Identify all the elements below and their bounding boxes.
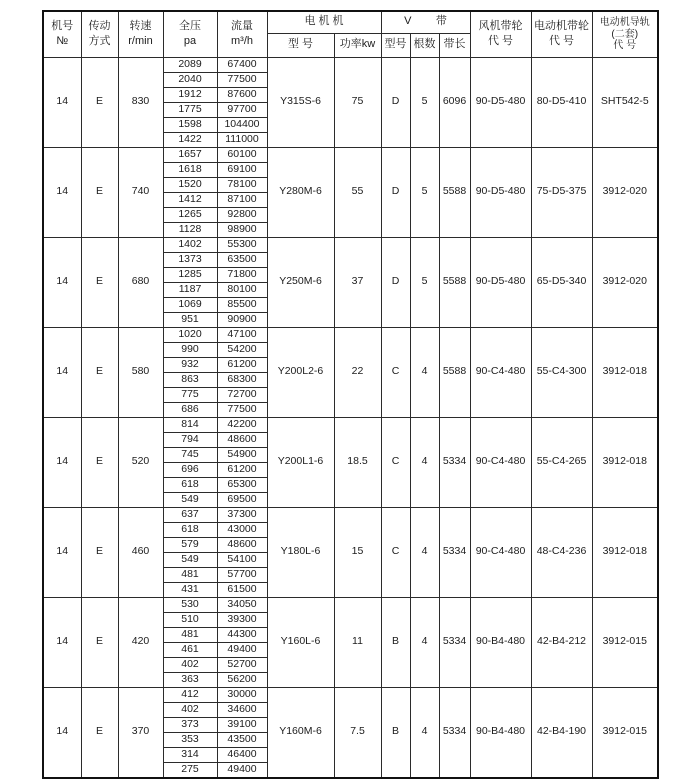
cell-pressure: 814 — [163, 417, 217, 432]
cell-flow: 77500 — [217, 402, 267, 417]
cell-fan-pulley: 90-D5-480 — [470, 237, 531, 327]
cell-pressure: 549 — [163, 492, 217, 507]
cell-pressure: 1520 — [163, 177, 217, 192]
cell-pressure: 863 — [163, 372, 217, 387]
cell-flow: 77500 — [217, 72, 267, 87]
cell-pressure: 686 — [163, 402, 217, 417]
cell-flow: 61200 — [217, 462, 267, 477]
cell-flow: 63500 — [217, 252, 267, 267]
cell-pressure: 1912 — [163, 87, 217, 102]
cell-pressure: 431 — [163, 582, 217, 597]
cell-flow: 87100 — [217, 192, 267, 207]
cell-motor-power: 37 — [334, 237, 381, 327]
cell-pressure: 951 — [163, 312, 217, 327]
cell-pressure: 314 — [163, 747, 217, 762]
cell-motor-model: Y180L-6 — [267, 507, 334, 597]
cell-belt-model: B — [381, 597, 410, 687]
cell-drive-mode: E — [81, 57, 118, 147]
header-motor-group: 电 机 机 — [267, 11, 381, 33]
cell-pressure: 745 — [163, 447, 217, 462]
cell-machine-no: 14 — [43, 327, 81, 417]
cell-belt-count: 4 — [410, 687, 439, 778]
cell-fan-pulley: 90-D5-480 — [470, 57, 531, 147]
cell-belt-count: 4 — [410, 597, 439, 687]
spec-row — [43, 597, 658, 612]
cell-drive-mode: E — [81, 237, 118, 327]
cell-fan-pulley: 90-B4-480 — [470, 597, 531, 687]
cell-flow: 69500 — [217, 492, 267, 507]
spec-row — [43, 327, 658, 342]
cell-pressure: 794 — [163, 432, 217, 447]
header-motor-pulley — [531, 11, 592, 57]
cell-flow: 55300 — [217, 237, 267, 252]
cell-pressure: 2040 — [163, 72, 217, 87]
cell-machine-no: 14 — [43, 147, 81, 237]
cell-flow: 72700 — [217, 387, 267, 402]
cell-pressure: 775 — [163, 387, 217, 402]
spec-row — [43, 507, 658, 522]
header-machine-no-line1: 机号 — [51, 20, 74, 33]
header-pressure-line2: pa — [183, 35, 197, 48]
cell-drive-mode: E — [81, 597, 118, 687]
cell-flow: 48600 — [217, 432, 267, 447]
header-rail-line1: 电动机导轨 — [599, 17, 650, 29]
cell-belt-count: 4 — [410, 417, 439, 507]
cell-motor-rail: 3912-015 — [592, 687, 658, 778]
cell-fan-pulley: 90-C4-480 — [470, 327, 531, 417]
cell-belt-length: 5588 — [439, 237, 470, 327]
cell-flow: 39300 — [217, 612, 267, 627]
header-vbelt-group: V 带 — [381, 11, 470, 33]
cell-flow: 37300 — [217, 507, 267, 522]
cell-pressure: 618 — [163, 522, 217, 537]
cell-motor-power: 7.5 — [334, 687, 381, 778]
cell-pressure: 353 — [163, 732, 217, 747]
cell-fan-pulley: 90-C4-480 — [470, 417, 531, 507]
cell-speed: 460 — [118, 507, 163, 597]
cell-flow: 67400 — [217, 57, 267, 72]
cell-pressure: 373 — [163, 717, 217, 732]
cell-flow: 85500 — [217, 297, 267, 312]
cell-fan-pulley: 90-C4-480 — [470, 507, 531, 597]
header-motor-rail — [592, 11, 658, 57]
header-motor-power: 功率kw — [334, 33, 381, 57]
cell-motor-model: Y160L-6 — [267, 597, 334, 687]
cell-flow: 61500 — [217, 582, 267, 597]
cell-pressure: 2089 — [163, 57, 217, 72]
cell-motor-rail: 3912-020 — [592, 147, 658, 237]
cell-pressure: 461 — [163, 642, 217, 657]
cell-flow: 49400 — [217, 642, 267, 657]
cell-motor-pulley: 48-C4-236 — [531, 507, 592, 597]
cell-drive-mode: E — [81, 327, 118, 417]
cell-fan-pulley: 90-B4-480 — [470, 687, 531, 778]
cell-drive-mode: E — [81, 147, 118, 237]
cell-pressure: 363 — [163, 672, 217, 687]
cell-flow: 43000 — [217, 522, 267, 537]
cell-belt-model: B — [381, 687, 410, 778]
cell-machine-no: 14 — [43, 507, 81, 597]
cell-belt-model: D — [381, 147, 410, 237]
header-vbelt-length: 带长 — [439, 33, 470, 57]
cell-belt-model: D — [381, 237, 410, 327]
cell-speed: 420 — [118, 597, 163, 687]
cell-motor-pulley: 42-B4-212 — [531, 597, 592, 687]
cell-belt-length: 5334 — [439, 687, 470, 778]
cell-flow: 46400 — [217, 747, 267, 762]
spec-row — [43, 147, 658, 162]
cell-pressure: 510 — [163, 612, 217, 627]
cell-pressure: 1657 — [163, 147, 217, 162]
cell-pressure: 696 — [163, 462, 217, 477]
cell-flow: 98900 — [217, 222, 267, 237]
header-pressure-line1: 全压 — [179, 20, 201, 33]
cell-flow: 34050 — [217, 597, 267, 612]
cell-speed: 580 — [118, 327, 163, 417]
cell-motor-pulley: 42-B4-190 — [531, 687, 592, 778]
cell-belt-count: 4 — [410, 507, 439, 597]
spec-row — [43, 687, 658, 702]
cell-pressure: 275 — [163, 762, 217, 778]
cell-pressure: 412 — [163, 687, 217, 702]
cell-belt-model: C — [381, 327, 410, 417]
cell-speed: 680 — [118, 237, 163, 327]
cell-drive-mode: E — [81, 687, 118, 778]
cell-machine-no: 14 — [43, 597, 81, 687]
cell-motor-model: Y315S-6 — [267, 57, 334, 147]
header-drive-line2: 方式 — [88, 35, 111, 48]
cell-belt-length: 5334 — [439, 507, 470, 597]
header-drive-mode — [81, 11, 118, 57]
cell-motor-model: Y200L2-6 — [267, 327, 334, 417]
cell-flow: 30000 — [217, 687, 267, 702]
table-header — [43, 11, 658, 57]
cell-drive-mode: E — [81, 507, 118, 597]
cell-machine-no: 14 — [43, 237, 81, 327]
cell-pressure: 1412 — [163, 192, 217, 207]
cell-flow: 48600 — [217, 537, 267, 552]
cell-pressure: 990 — [163, 342, 217, 357]
cell-flow: 78100 — [217, 177, 267, 192]
cell-belt-count: 4 — [410, 327, 439, 417]
cell-flow: 49400 — [217, 762, 267, 778]
cell-motor-model: Y200L1-6 — [267, 417, 334, 507]
spec-row — [43, 57, 658, 72]
cell-flow: 54900 — [217, 447, 267, 462]
cell-motor-rail: 3912-015 — [592, 597, 658, 687]
cell-motor-power: 18.5 — [334, 417, 381, 507]
header-drive-line1: 传动 — [88, 20, 111, 33]
cell-machine-no: 14 — [43, 687, 81, 778]
header-flow-line1: 流量 — [231, 20, 253, 33]
header-flow-rate — [217, 11, 267, 57]
cell-pressure: 530 — [163, 597, 217, 612]
cell-belt-count: 5 — [410, 57, 439, 147]
cell-motor-rail: 3912-018 — [592, 417, 658, 507]
cell-flow: 43500 — [217, 732, 267, 747]
header-vbelt-model: 型号 — [381, 33, 410, 57]
cell-belt-count: 5 — [410, 237, 439, 327]
cell-flow: 80100 — [217, 282, 267, 297]
cell-flow: 39100 — [217, 717, 267, 732]
cell-pressure: 402 — [163, 702, 217, 717]
cell-flow: 92800 — [217, 207, 267, 222]
cell-speed: 740 — [118, 147, 163, 237]
cell-pressure: 1285 — [163, 267, 217, 282]
cell-pressure: 579 — [163, 537, 217, 552]
cell-flow: 65300 — [217, 477, 267, 492]
cell-pressure: 1598 — [163, 117, 217, 132]
cell-motor-power: 15 — [334, 507, 381, 597]
cell-belt-model: C — [381, 507, 410, 597]
header-vbelt-count: 根数 — [410, 33, 439, 57]
cell-flow: 69100 — [217, 162, 267, 177]
cell-belt-length: 5588 — [439, 327, 470, 417]
cell-pressure: 481 — [163, 627, 217, 642]
cell-flow: 52700 — [217, 657, 267, 672]
cell-pressure: 402 — [163, 657, 217, 672]
cell-drive-mode: E — [81, 417, 118, 507]
cell-flow: 56200 — [217, 672, 267, 687]
cell-flow: 42200 — [217, 417, 267, 432]
cell-flow: 90900 — [217, 312, 267, 327]
header-rail-line2: (二套) — [611, 28, 639, 40]
header-total-pressure — [163, 11, 217, 57]
cell-pressure: 637 — [163, 507, 217, 522]
cell-belt-length: 5334 — [439, 417, 470, 507]
cell-flow: 61200 — [217, 357, 267, 372]
cell-flow: 44300 — [217, 627, 267, 642]
cell-flow: 111000 — [217, 132, 267, 147]
table-body — [43, 57, 658, 778]
header-speed — [118, 11, 163, 57]
cell-pressure: 1422 — [163, 132, 217, 147]
cell-pressure: 618 — [163, 477, 217, 492]
cell-belt-length: 6096 — [439, 57, 470, 147]
cell-belt-length: 5334 — [439, 597, 470, 687]
cell-pressure: 1618 — [163, 162, 217, 177]
cell-flow: 97700 — [217, 102, 267, 117]
cell-pressure: 1020 — [163, 327, 217, 342]
cell-belt-model: D — [381, 57, 410, 147]
header-flow-line2: m³/h — [231, 35, 253, 48]
cell-flow: 57700 — [217, 567, 267, 582]
header-speed-line1: 转速 — [129, 20, 152, 33]
cell-flow: 60100 — [217, 147, 267, 162]
cell-flow: 87600 — [217, 87, 267, 102]
cell-belt-model: C — [381, 417, 410, 507]
cell-pressure: 1265 — [163, 207, 217, 222]
cell-motor-power: 11 — [334, 597, 381, 687]
cell-pressure: 1069 — [163, 297, 217, 312]
cell-belt-length: 5588 — [439, 147, 470, 237]
cell-pressure: 481 — [163, 567, 217, 582]
cell-flow: 71800 — [217, 267, 267, 282]
cell-motor-model: Y160M-6 — [267, 687, 334, 778]
header-motor-pulley-line1: 电动机带轮 — [534, 20, 590, 33]
spec-row — [43, 237, 658, 252]
header-motor-pulley-line2: 代 号 — [548, 35, 575, 48]
cell-flow: 54200 — [217, 342, 267, 357]
cell-motor-rail: SHT542-5 — [592, 57, 658, 147]
cell-motor-model: Y250M-6 — [267, 237, 334, 327]
cell-motor-pulley: 75-D5-375 — [531, 147, 592, 237]
cell-motor-model: Y280M-6 — [267, 147, 334, 237]
spec-row — [43, 417, 658, 432]
cell-motor-pulley: 55-C4-300 — [531, 327, 592, 417]
header-machine-no-line2: № — [56, 35, 69, 48]
cell-machine-no: 14 — [43, 57, 81, 147]
cell-flow: 47100 — [217, 327, 267, 342]
cell-motor-pulley: 55-C4-265 — [531, 417, 592, 507]
cell-pressure: 932 — [163, 357, 217, 372]
cell-pressure: 1187 — [163, 282, 217, 297]
cell-motor-rail: 3912-018 — [592, 507, 658, 597]
cell-motor-power: 55 — [334, 147, 381, 237]
cell-flow: 104400 — [217, 117, 267, 132]
fan-motor-spec-table — [42, 10, 659, 779]
cell-flow: 54100 — [217, 552, 267, 567]
header-fan-pulley-line1: 风机带轮 — [478, 20, 523, 33]
header-motor-model: 型 号 — [267, 33, 334, 57]
header-rail-line3: 代 号 — [613, 39, 637, 51]
cell-pressure: 1128 — [163, 222, 217, 237]
cell-machine-no: 14 — [43, 417, 81, 507]
cell-speed: 520 — [118, 417, 163, 507]
cell-pressure: 1373 — [163, 252, 217, 267]
cell-motor-power: 22 — [334, 327, 381, 417]
cell-flow: 34600 — [217, 702, 267, 717]
cell-belt-count: 5 — [410, 147, 439, 237]
cell-pressure: 1775 — [163, 102, 217, 117]
header-speed-line2: r/min — [128, 35, 153, 48]
cell-speed: 830 — [118, 57, 163, 147]
header-fan-pulley — [470, 11, 531, 57]
cell-motor-rail: 3912-018 — [592, 327, 658, 417]
cell-motor-pulley: 80-D5-410 — [531, 57, 592, 147]
header-machine-no — [43, 11, 81, 57]
cell-motor-power: 75 — [334, 57, 381, 147]
cell-motor-pulley: 65-D5-340 — [531, 237, 592, 327]
cell-pressure: 549 — [163, 552, 217, 567]
header-fan-pulley-line2: 代 号 — [487, 35, 514, 48]
cell-speed: 370 — [118, 687, 163, 778]
cell-fan-pulley: 90-D5-480 — [470, 147, 531, 237]
cell-motor-rail: 3912-020 — [592, 237, 658, 327]
cell-pressure: 1402 — [163, 237, 217, 252]
cell-flow: 68300 — [217, 372, 267, 387]
